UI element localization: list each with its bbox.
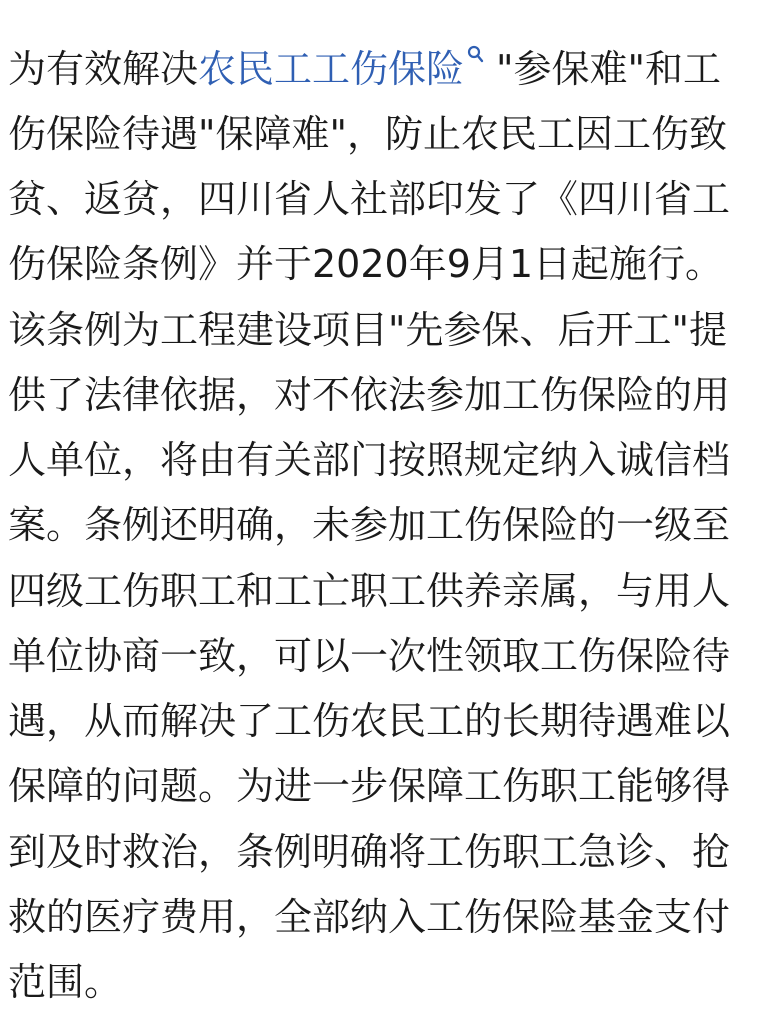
paragraph-line-14: 救的医疗费用，全部纳入工伤保险基金支付 xyxy=(8,895,731,939)
search-icon[interactable] xyxy=(466,35,488,69)
paragraph-line-9: 四级工伤职工和工亡职工供养亲属，与用人 xyxy=(8,569,731,613)
paragraph-line-4: 伤保险条例》并于2020年9月1日起施行。 xyxy=(8,242,724,286)
keyword-link[interactable]: 农民工工伤保险 xyxy=(198,47,465,91)
paragraph-line-12: 保障的问题。为进一步保障工伤职工能够得 xyxy=(8,764,731,808)
paragraph-line-6: 供了法律依据，对不依法参加工伤保险的用 xyxy=(8,373,731,417)
paragraph-line-8: 案。条例还明确，未参加工伤保险的一级至 xyxy=(8,503,731,547)
paragraph-line-1 xyxy=(8,35,721,103)
paragraph-line-11: 遇，从而解决了工伤农民工的长期待遇难以 xyxy=(8,699,731,743)
paragraph-line-3: 贫、返贫，四川省人社部印发了《四川省工 xyxy=(8,177,731,221)
paragraph-line-10: 单位协商一致，可以一次性领取工伤保险待 xyxy=(8,634,731,678)
paragraph-line-5: 该条例为工程建设项目"先参保、后开工"提 xyxy=(8,308,727,352)
paragraph-line-13: 到及时救治，条例明确将工伤职工急诊、抢 xyxy=(8,830,731,874)
paragraph-line-2: 伤保险待遇"保障难"，防止农民工因工伤致 xyxy=(8,112,727,156)
line-1-tail-text: "参保难"和工 xyxy=(496,47,721,91)
paragraph-line-7: 人单位，将由有关部门按照规定纳入诚信档 xyxy=(8,438,731,482)
paragraph-line-15: 范围。 xyxy=(8,960,123,1004)
line-1-lead-text: 为有效解决 xyxy=(8,47,199,91)
